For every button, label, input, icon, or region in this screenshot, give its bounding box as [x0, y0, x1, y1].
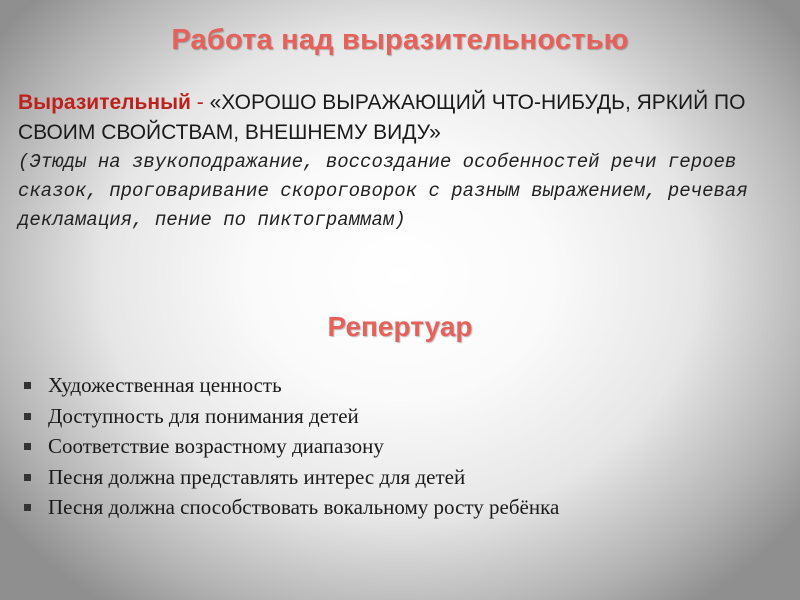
- list-item-text: Доступность для понимания детей: [48, 403, 359, 428]
- list-item: [24, 431, 559, 462]
- list-item: [24, 492, 559, 523]
- list-item: [24, 401, 559, 432]
- repertoire-criteria-list: [24, 370, 559, 523]
- square-bullet-icon: [24, 504, 31, 511]
- square-bullet-icon: [24, 443, 31, 450]
- definition-block: [18, 88, 788, 235]
- definition-term: Выразительный: [18, 91, 191, 114]
- list-item-text: Песня должна способствовать вокальному росту ребёнка: [48, 495, 560, 519]
- definition-note: (Этюды на звукоподражание, воссоздание особенностей речи героев сказок, проговаривание скороговорок с разным выражением, речевая декламация, пение по пиктограммам): [18, 151, 748, 231]
- square-bullet-icon: [24, 382, 31, 389]
- repertoire-heading: Репертуар: [327, 311, 473, 342]
- list-item: [24, 370, 559, 401]
- list-item: [24, 462, 559, 493]
- definition-text: «ХОРОШО ВЫРАЖАЮЩИЙ ЧТО-НИБУДЬ, ЯРКИЙ ПО СВОИМ СВОЙСТВАМ, ВНЕШНЕМУ ВИДУ»: [18, 91, 746, 144]
- list-item-text: Художественная ценность: [48, 373, 282, 397]
- list-item-text: Песня должна представлять интерес для детей: [48, 464, 466, 489]
- square-bullet-icon: [24, 413, 31, 420]
- list-item-text: Соответствие возрастному диапазону: [48, 434, 384, 458]
- definition-dash: -: [190, 91, 210, 114]
- square-bullet-icon: [24, 474, 31, 481]
- slide-title: Работа над выразительностью: [171, 24, 629, 56]
